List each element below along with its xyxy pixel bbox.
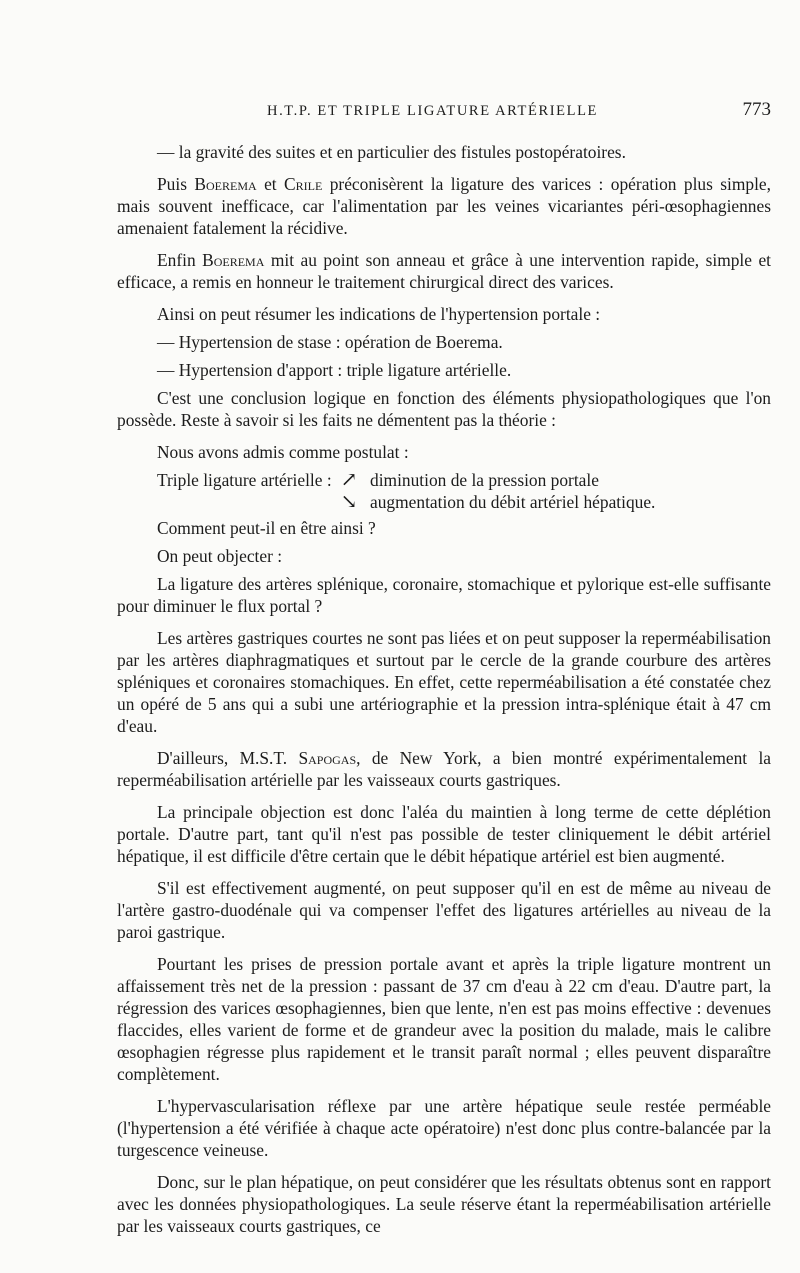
indented-line: — Hypertension d'apport : triple ligature artérielle. <box>157 360 512 380</box>
author-name: Sapogas <box>298 748 357 768</box>
paragraph: — la gravité des suites et en particulier des fistules postopératoires. <box>157 142 626 162</box>
postulate-effect-row <box>336 491 655 513</box>
paragraph: Pourtant les prises de pression portale avant et après la triple ligature montrent un affaissement très net de la pression : passant de 37 cm d'eau à 22 cm d'eau. D'autre part, la régression des varices œsophagiennes, bien que lente, n'en est pas moins effective : devenues flaccides, elles varient de forme et de grandeur avec la position du malade, mais le calibre œsophagien régresse plus rapidement et le transit paraît normal ; elles peuvent disparaître complètement. <box>117 954 771 1084</box>
running-head: H.T.P. ET TRIPLE LIGATURE ARTÉRIELLE <box>267 103 599 119</box>
indented-line: Comment peut-il en être ainsi ? <box>157 518 376 538</box>
indented-line: On peut objecter : <box>157 546 283 566</box>
effect-text: augmentation du débit artériel hépatique. <box>370 492 656 512</box>
postulate-label: Triple ligature artérielle : <box>157 470 337 490</box>
author-name: Boerema <box>202 250 265 270</box>
paragraph: Donc, sur le plan hépatique, on peut considérer que les résultats obtenus sont en rapport avec les données physiopathologiques. La seule réserve étant la reperméabilisation artérielle par les vaisseaux courts gastriques, ce <box>117 1172 771 1236</box>
paragraph: C'est une conclusion logique en fonction des éléments physiopathologiques que l'on possède. Reste à savoir si les faits ne démentent pas la théorie : <box>117 388 771 430</box>
postulate-effects <box>336 469 655 513</box>
page-body <box>117 141 771 1247</box>
paragraph: L'hypervascularisation réflexe par une artère hépatique seule restée perméable (l'hypertension a été vérifiée à chaque acte opératoire) n'est donc plus contre-balancée par la turgescence veineuse. <box>117 1096 771 1160</box>
author-name: Boerema <box>194 174 257 194</box>
page-header <box>117 99 771 125</box>
paragraph: La ligature des artères splénique, coronaire, stomachique et pylorique est-elle suffisante pour diminuer le flux portal ? <box>117 574 771 616</box>
arrow-down-right-icon: ↘ <box>340 491 358 513</box>
arrow-up-right-icon: ↗ <box>340 469 358 491</box>
indented-line: Nous avons admis comme postulat : <box>157 442 409 462</box>
author-name: Crile <box>284 174 323 194</box>
indented-line: — Hypertension de stase : opération de Boerema. <box>157 332 503 352</box>
paragraph: Enfin Boerema mit au point son anneau et grâce à une intervention rapide, simple et efficace, a remis en honneur le traitement chirurgical direct des varices. <box>117 250 771 292</box>
postulate-effect-row <box>336 469 655 491</box>
page-number: 773 <box>742 99 771 120</box>
paragraph: D'ailleurs, M.S.T. Sapogas, de New York, a bien montré expérimentalement la reperméabilisation artérielle par les vaisseaux courts gastriques. <box>117 748 771 790</box>
ligature-postulate <box>157 469 771 513</box>
paragraph: Puis Boerema et Crile préconisèrent la ligature des varices : opération plus simple, mais souvent inefficace, car l'alimentation par les veines vicariantes péri-œsophagiennes amenaient fatalement la récidive. <box>117 174 772 238</box>
paragraph: Les artères gastriques courtes ne sont pas liées et on peut supposer la reperméabilisation par les artères diaphragmatiques et surtout par le cercle de la grande courbure des artères spléniques et coronaires stomachiques. En effet, cette reperméabilisation a été constatée chez un opéré de 5 ans qui a subi une artériographie et la pression intra-splénique était à 47 cm d'eau. <box>117 628 771 736</box>
paragraph: La principale objection est donc l'aléa du maintien à long terme de cette déplétion portale. D'autre part, tant qu'il n'est pas possible de tester cliniquement le débit artériel hépatique, il est difficile d'être certain que le débit hépatique artériel est bien augmenté. <box>117 802 771 866</box>
paragraph: S'il est effectivement augmenté, on peut supposer qu'il en est de même au niveau de l'artère gastro-duodénale qui va compenser l'effet des ligatures artérielles au niveau de la paroi gastrique. <box>117 878 771 942</box>
effect-text: diminution de la pression portale <box>370 470 599 490</box>
indented-line: Ainsi on peut résumer les indications de l'hypertension portale : <box>157 304 601 324</box>
